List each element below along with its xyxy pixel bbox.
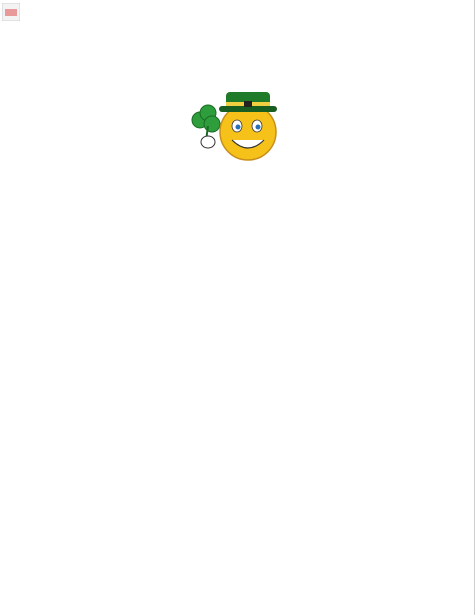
shamrock-border-top (28, 4, 468, 24)
logo-mark-icon (2, 3, 20, 21)
shamrock-border-bottom (80, 516, 404, 536)
smiley-leprechaun-icon (186, 86, 300, 168)
